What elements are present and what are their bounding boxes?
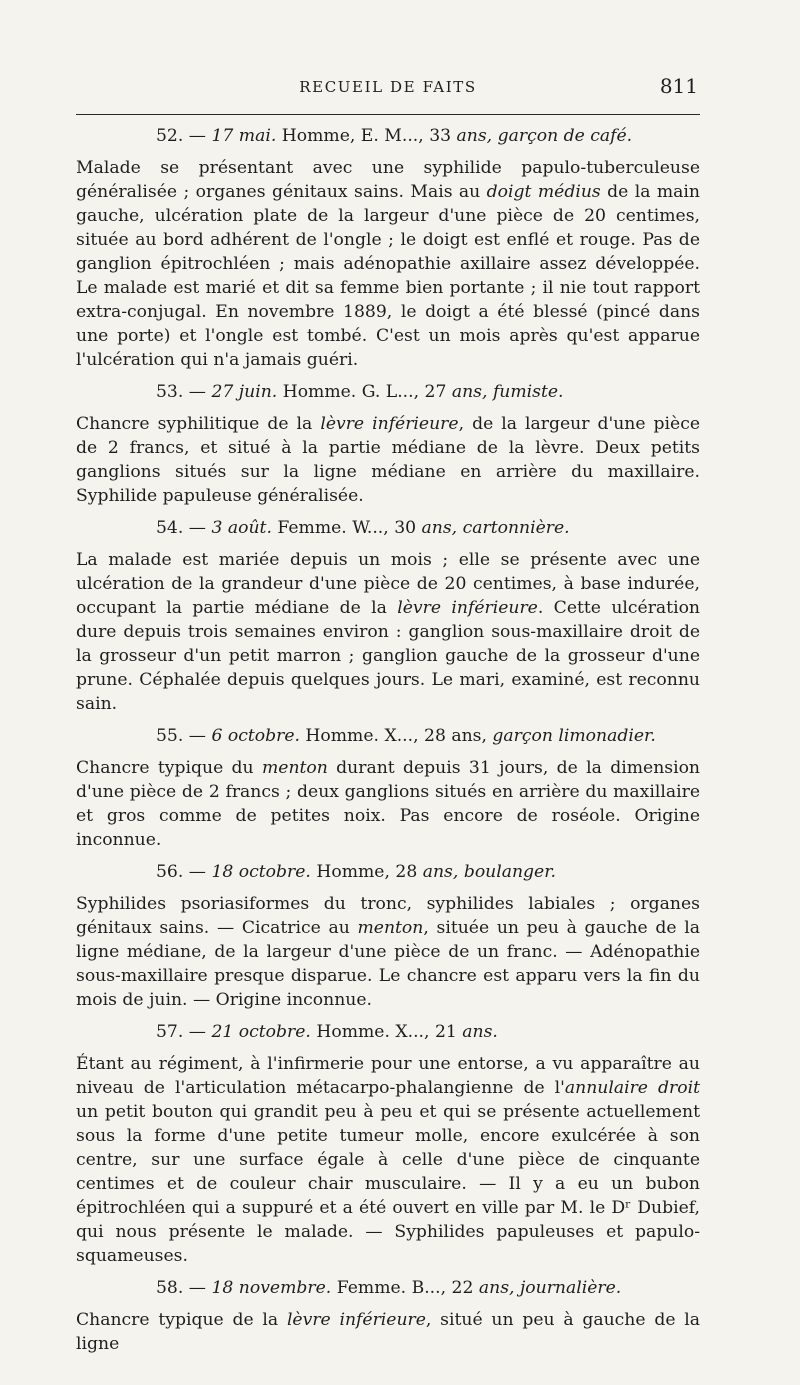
- case-occupation: cartonnière.: [462, 518, 570, 538]
- case-date: 6 octobre.: [211, 726, 300, 746]
- case-list: [76, 124, 700, 1356]
- text-run: La malade est mariée depuis un mois ; elle se présente avec une ulcération de la grandeur d'une pièce de 20 centimes, à base indurée, occupant la partie médiane de la: [76, 550, 700, 618]
- case-age-unit: ans,: [451, 382, 488, 402]
- case-occupation: garçon limonadier.: [492, 726, 656, 746]
- case-date: 17 mai.: [211, 126, 277, 146]
- case-description: [76, 1308, 700, 1356]
- case-number: 52.: [156, 126, 184, 146]
- case-heading: 55. — 6 octobre. Homme. X..., 28 ans, garçon limonadier.: [156, 726, 656, 746]
- text-run: un petit bouton qui grandit peu à peu et qui se présente actuellement sous la forme d'une petite tumeur molle, encore exulcérée à son centre, sur une surface égale à celle d'une pièce de cinquante centimes et de couleur chair musculaire. — Il y a eu un bubon épitrochléen qui a suppuré et a été ouvert en ville par M. le Dʳ Dubief, qui nous présente le malade. — Syphilides papuleuses et papulo-squameuses.: [76, 1102, 700, 1266]
- case-date: 21 octobre.: [211, 1022, 311, 1042]
- italic-term: menton: [357, 918, 424, 938]
- case-description: [76, 756, 700, 852]
- text-run: , de la largeur d'une pièce de 2 francs, et situé à la partie médiane de la lèvre. Deux petits ganglions situés sur la ligne médiane en arrière du maxillaire. Syphilide papuleuse généralisée.: [76, 414, 701, 506]
- case-heading: 58. — 18 novembre. Femme. B..., 22 ans, journalière.: [156, 1278, 622, 1298]
- case-age-unit: ans.: [462, 1022, 498, 1042]
- italic-term: lèvre inférieure: [397, 598, 538, 618]
- case-description: [76, 156, 700, 372]
- page-number: 811: [659, 74, 698, 98]
- case-occupation: boulanger.: [463, 862, 557, 882]
- page-header: [76, 66, 700, 115]
- case-description: [76, 1052, 700, 1268]
- case-patient: Homme. G. L..., 27: [282, 382, 447, 402]
- case-date: 18 novembre.: [211, 1278, 332, 1298]
- case-age-unit: ans,: [456, 126, 493, 146]
- text-run: Malade se présentant avec une syphilide papulo-tuberculeuse généralisée ; organes génitaux sains. Mais au: [76, 158, 700, 202]
- text-run: , située un peu à gauche de la ligne médiane, de la largeur d'une pièce de un franc. — Adénopathie sous-maxillaire presque disparue. Le chancre est apparu vers la fin du mois de juin. — Origine inconnue.: [76, 918, 700, 1010]
- italic-term: lèvre inférieure: [320, 414, 459, 434]
- case-date: 3 août.: [211, 518, 272, 538]
- text-run: , situé un peu à gauche de la ligne: [76, 1310, 701, 1354]
- case-occupation: fumiste.: [492, 382, 564, 402]
- case-number: 55.: [156, 726, 184, 746]
- case-description: [76, 412, 700, 508]
- case-heading: 53. — 27 juin. Homme. G. L..., 27 ans, fumiste.: [156, 382, 564, 402]
- case-heading: 54. — 3 août. Femme. W..., 30 ans, cartonnière.: [156, 518, 570, 538]
- case-date: 27 juin.: [211, 382, 278, 402]
- case-heading: 57. — 21 octobre. Homme. X..., 21 ans.: [156, 1022, 498, 1042]
- case-heading: 56. — 18 octobre. Homme, 28 ans, boulanger.: [156, 862, 557, 882]
- text-run: durant depuis 31 jours, de la dimension d'une pièce de 2 francs ; deux ganglions situés en arrière du maxillaire et gros comme de petites noix. Pas encore de roséole. Origine inconnue.: [76, 758, 700, 850]
- case-patient: Femme. B..., 22: [336, 1278, 474, 1298]
- case-patient: Homme. X..., 21: [316, 1022, 457, 1042]
- text-run: Chancre typique de la: [76, 1310, 287, 1330]
- case-patient: Homme, E. M..., 33: [281, 126, 452, 146]
- case-occupation: journalière.: [519, 1278, 622, 1298]
- case-description: [76, 548, 700, 716]
- text-run: Chancre typique du: [76, 758, 262, 778]
- running-head: RECUEIL DE FAITS: [299, 78, 477, 96]
- text-run: Syphilides psoriasiformes du tronc, syphilides labiales ; organes génitaux sains. — Cicatrice au: [76, 894, 700, 938]
- italic-term: menton: [261, 758, 328, 778]
- case-number: 58.: [156, 1278, 184, 1298]
- text-run: Étant au régiment, à l'infirmerie pour une entorse, a vu apparaître au niveau de l'articulation métacarpo-phalangienne de l': [76, 1054, 700, 1098]
- case-number: 57.: [156, 1022, 184, 1042]
- case-age-unit: ans,: [422, 862, 459, 882]
- case-occupation: garçon de café.: [497, 126, 633, 146]
- case-age-unit: ans,: [421, 518, 458, 538]
- case-patient: Homme. X..., 28 ans,: [305, 726, 487, 746]
- case-number: 54.: [156, 518, 184, 538]
- case-number: 53.: [156, 382, 184, 402]
- case-description: [76, 892, 700, 1012]
- italic-term: lèvre inférieure: [286, 1310, 426, 1330]
- italic-term: doigt médius: [486, 182, 601, 202]
- italic-term: annulaire droit: [564, 1078, 700, 1098]
- text-run: . Cette ulcération dure depuis trois semaines environ : ganglion sous-maxillaire droit de la grosseur d'un petit marron ; ganglion gauche de la grosseur d'une prune. Céphalée depuis quelques jours. Le mari, examiné, est reconnu sain.: [76, 598, 700, 714]
- case-patient: Homme, 28: [316, 862, 418, 882]
- case-age-unit: ans,: [478, 1278, 515, 1298]
- case-heading: 52. — 17 mai. Homme, E. M..., 33 ans, garçon de café.: [156, 126, 633, 146]
- case-patient: Femme. W..., 30: [277, 518, 417, 538]
- text-run: de la main gauche, ulcération plate de la largeur d'une pièce de 20 centimes, située au bord adhérent de l'ongle ; le doigt est enflé et rouge. Pas de ganglion épitrochléen ; mais adénopathie axillaire assez développée. Le malade est marié et dit sa femme bien portante ; il nie tout rapport extra-conjugal. En novembre 1889, le doigt a été blessé (pincé dans une porte) et l'ongle est tombé. C'est un mois après qu'est apparue l'ulcération qui n'a jamais guéri.: [76, 182, 700, 370]
- text-run: Chancre syphilitique de la: [76, 414, 321, 434]
- case-date: 18 octobre.: [211, 862, 311, 882]
- case-number: 56.: [156, 862, 184, 882]
